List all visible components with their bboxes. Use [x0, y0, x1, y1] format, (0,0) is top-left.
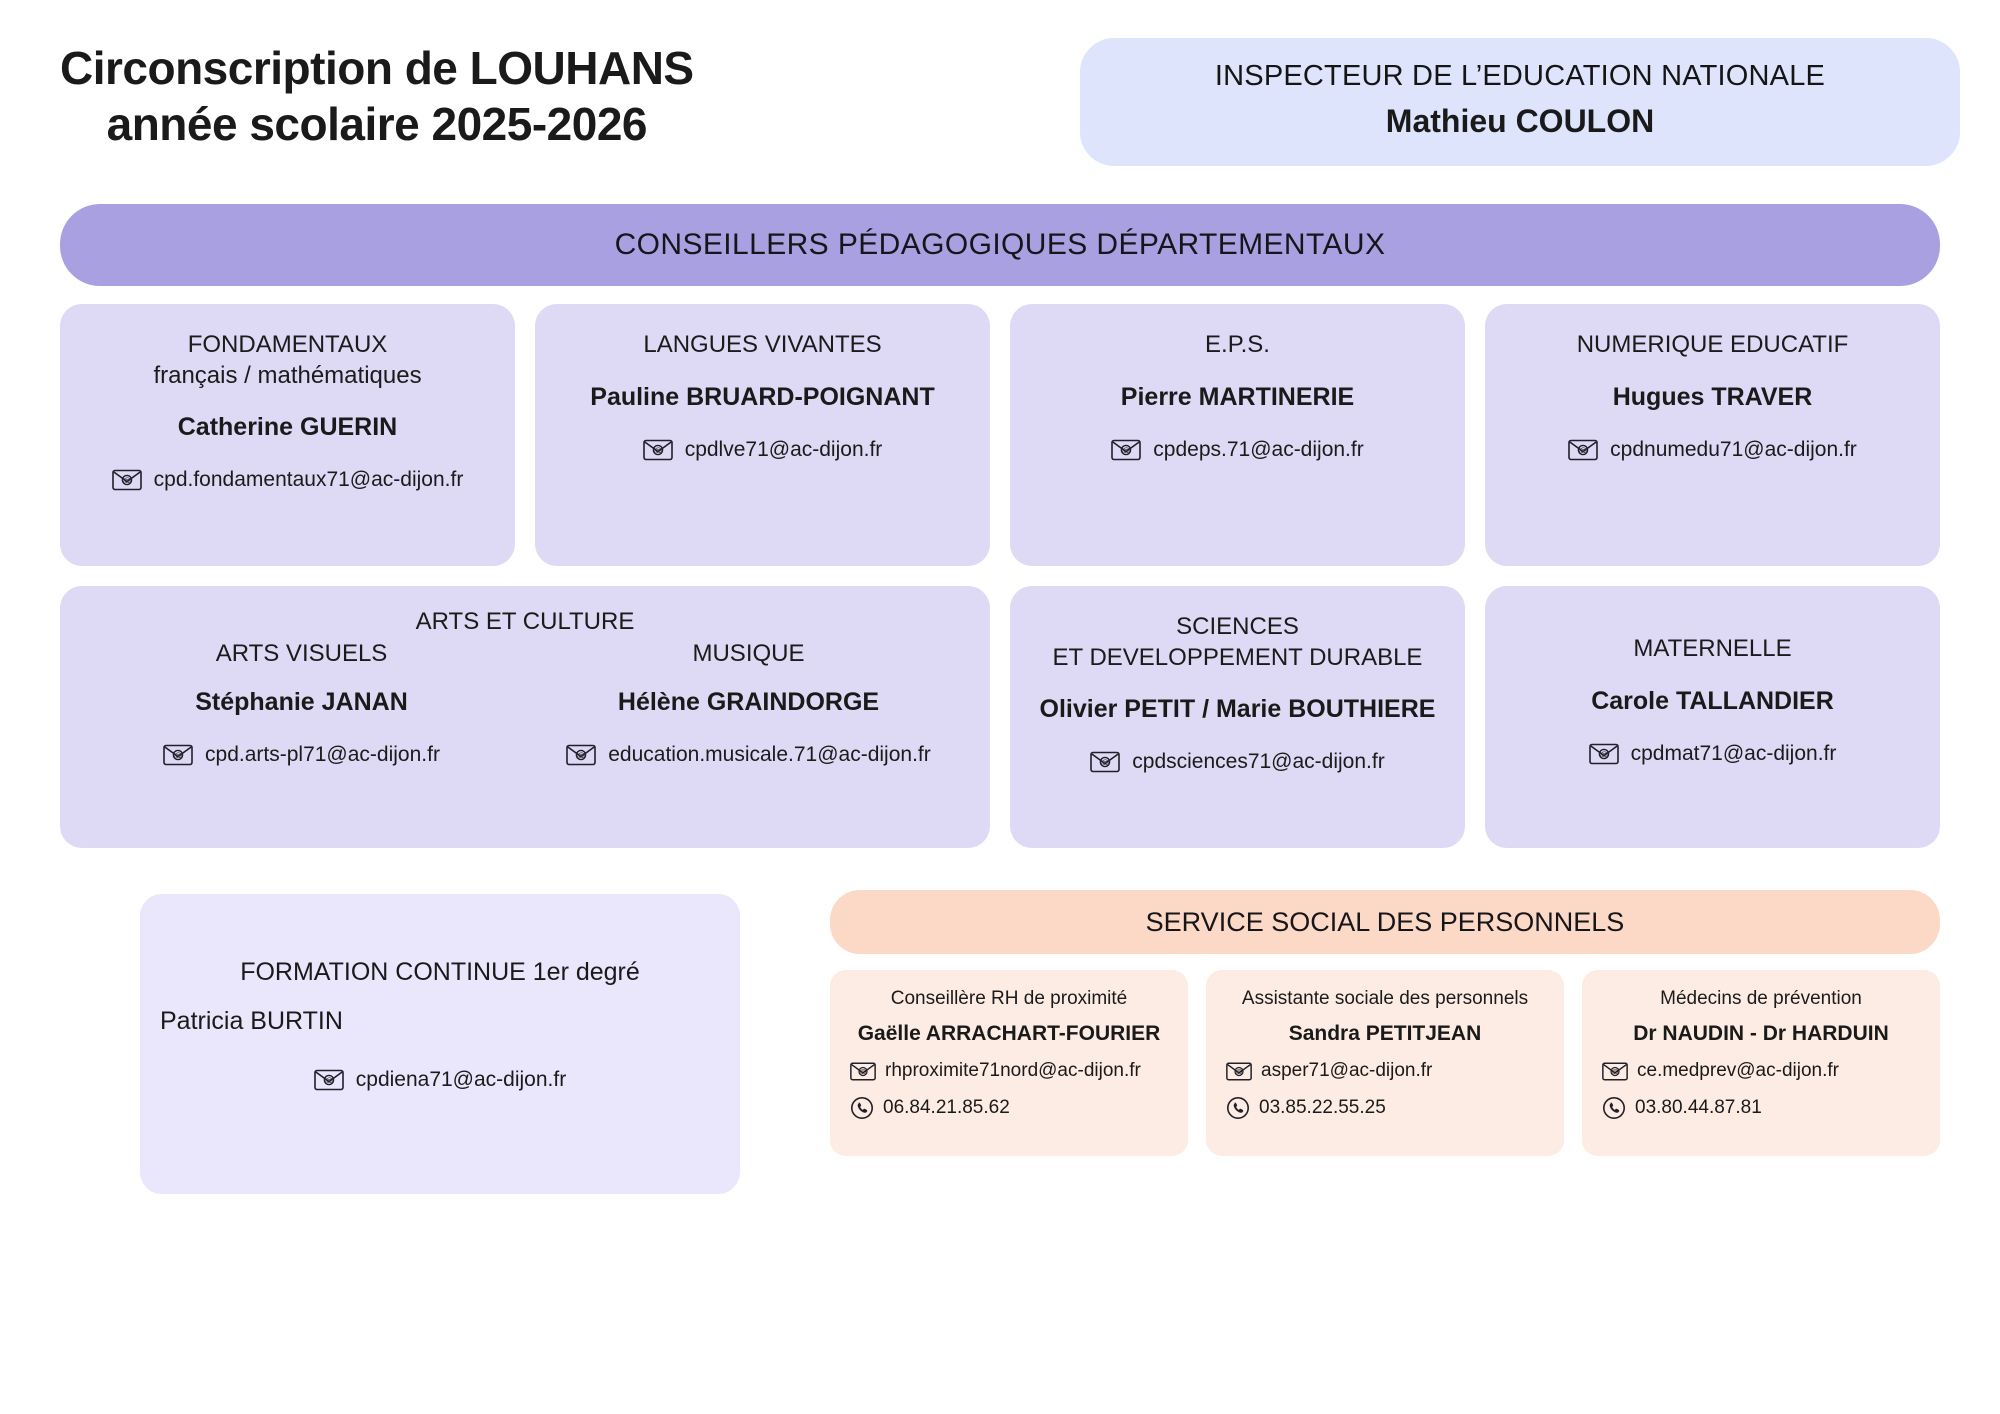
social-email[interactable]: ce.medprev@ac-dijon.fr [1637, 1060, 1839, 1081]
phone-icon [1602, 1096, 1626, 1120]
svg-text:@: @ [1235, 1068, 1243, 1076]
svg-text:@: @ [653, 446, 662, 456]
department-line-2: ET DEVELOPPEMENT DURABLE [1052, 643, 1423, 671]
social-person-name: Dr NAUDIN - Dr HARDUIN [1633, 1022, 1889, 1045]
social-role-label: Médecins de prévention [1660, 988, 1862, 1009]
card-email-row[interactable] [553, 438, 972, 462]
department-line-2: français / mathématiques [153, 361, 422, 389]
musique-label: MUSIQUE [692, 640, 805, 667]
arts-title: ARTS ET CULTURE [415, 608, 635, 635]
svg-text:@: @ [324, 1076, 333, 1086]
social-email[interactable]: asper71@ac-dijon.fr [1261, 1060, 1433, 1081]
card-email-row[interactable] [1028, 750, 1447, 774]
card-email[interactable]: cpdeps.71@ac-dijon.fr [1153, 437, 1364, 461]
title-line-2: année scolaire 2025-2026 [106, 98, 647, 151]
cpd-card-eps [1010, 304, 1465, 566]
card-department [553, 330, 972, 361]
social-banner-label: SERVICE SOCIAL DES PERSONNELS [1145, 906, 1625, 937]
social-banner [830, 890, 1940, 954]
title-line-1: Circonscription de LOUHANS [60, 42, 694, 94]
cpd-card-grid-row1 [60, 304, 1940, 566]
service-social-section [830, 890, 1940, 1156]
social-email-row[interactable] [844, 1060, 1174, 1082]
card-person-name: Pauline BRUARD-POIGNANT [590, 382, 935, 411]
formation-continue-card [140, 894, 740, 1194]
social-role-label: Assistante sociale des personnels [1241, 988, 1529, 1009]
card-department [78, 330, 497, 391]
envelope-at-icon [1568, 438, 1598, 462]
cpd-card-sciences [1010, 586, 1465, 848]
envelope-at-icon [566, 743, 596, 767]
envelope-at-icon [1602, 1061, 1628, 1082]
card-person-name: Hugues TRAVER [1612, 382, 1813, 411]
card-email[interactable]: cpdmat71@ac-dijon.fr [1630, 741, 1837, 765]
ien-card [1080, 38, 1960, 166]
social-card-rh [830, 970, 1188, 1156]
formation-email[interactable]: cpdiena71@ac-dijon.fr [355, 1068, 567, 1091]
card-email-row[interactable] [78, 468, 497, 492]
social-card-assistante-sociale [1206, 970, 1564, 1156]
social-person-name: Gaëlle ARRACHART-FOURIER [857, 1022, 1161, 1045]
card-email[interactable]: education.musicale.71@ac-dijon.fr [608, 743, 931, 766]
social-cards-grid [830, 970, 1940, 1156]
ien-name: Mathieu COULON [1385, 103, 1655, 139]
social-phone-row[interactable] [1220, 1096, 1550, 1120]
envelope-at-icon [1589, 742, 1619, 766]
formation-email-row[interactable] [160, 1068, 720, 1092]
formation-label: FORMATION CONTINUE 1er degré [240, 958, 640, 986]
card-email[interactable]: cpd.arts-pl71@ac-dijon.fr [205, 743, 440, 766]
cpd-banner [60, 204, 1940, 286]
page-header [0, 0, 2000, 166]
envelope-at-icon [1111, 438, 1141, 462]
arts-visuels-label: ARTS VISUELS [215, 640, 388, 667]
card-department [1503, 330, 1922, 361]
social-email-row[interactable] [1596, 1060, 1926, 1082]
card-email-row[interactable] [566, 743, 931, 767]
cpd-card-maternelle [1485, 586, 1940, 848]
card-person-name: Carole TALLANDIER [1591, 686, 1834, 715]
svg-text:@: @ [1611, 1068, 1619, 1076]
page-title [60, 28, 694, 152]
phone-icon [1226, 1096, 1250, 1120]
department-line-1: LANGUES VIVANTES [643, 331, 882, 358]
card-email[interactable]: cpdnumedu71@ac-dijon.fr [1610, 437, 1857, 461]
card-department [1028, 330, 1447, 361]
card-email-row[interactable] [1503, 742, 1922, 766]
social-email[interactable]: rhproximite71nord@ac-dijon.fr [885, 1060, 1141, 1081]
social-phone[interactable]: 06.84.21.85.62 [883, 1097, 1010, 1118]
cpd-card-fondamentaux [60, 304, 515, 566]
cpd-card-langues-vivantes [535, 304, 990, 566]
ien-role-label: INSPECTEUR DE L’EDUCATION NATIONALE [1214, 60, 1826, 92]
department-line-1: SCIENCES [1176, 613, 1299, 640]
card-email-row[interactable] [163, 743, 440, 767]
envelope-at-icon [163, 743, 193, 767]
department-line-1: MATERNELLE [1633, 635, 1792, 662]
musique-column [525, 640, 972, 767]
cpd-card-numerique-educatif [1485, 304, 1940, 566]
social-phone-row[interactable] [844, 1096, 1174, 1120]
svg-text:@: @ [122, 476, 131, 486]
envelope-at-icon [850, 1061, 876, 1082]
card-email[interactable]: cpd.fondamentaux71@ac-dijon.fr [153, 468, 464, 492]
card-email[interactable]: cpdlve71@ac-dijon.fr [684, 437, 883, 461]
card-person-name: Stéphanie JANAN [195, 688, 408, 716]
svg-text:@: @ [859, 1068, 867, 1076]
card-department [1503, 634, 1922, 665]
phone-icon [850, 1096, 874, 1120]
svg-text:@: @ [173, 751, 183, 761]
svg-text:@: @ [1122, 446, 1131, 456]
social-role-label: Conseillère RH de proximité [890, 988, 1128, 1009]
bottom-section [60, 894, 1940, 1194]
card-email-row[interactable] [1028, 438, 1447, 462]
formation-person-name: Patricia BURTIN [160, 1007, 343, 1035]
card-person-name: Pierre MARTINERIE [1120, 382, 1355, 411]
envelope-at-icon [112, 468, 142, 492]
svg-text:@: @ [577, 751, 586, 761]
card-person-name: Hélène GRAINDORGE [617, 688, 880, 716]
card-department [1028, 612, 1447, 673]
envelope-at-icon [1226, 1061, 1252, 1082]
card-email-row[interactable] [1503, 438, 1922, 462]
envelope-at-icon [643, 438, 673, 462]
svg-text:@: @ [1579, 446, 1588, 456]
card-person-name: Catherine GUERIN [177, 413, 398, 442]
social-phone[interactable]: 03.85.22.55.25 [1259, 1097, 1386, 1118]
social-person-name: Sandra PETITJEAN [1288, 1022, 1482, 1045]
social-card-medecins-prevention [1582, 970, 1940, 1156]
department-line-1: NUMERIQUE EDUCATIF [1576, 331, 1849, 358]
svg-text:@: @ [1599, 750, 1608, 760]
social-phone[interactable]: 03.80.44.87.81 [1635, 1097, 1762, 1118]
svg-text:@: @ [1101, 758, 1110, 768]
cpd-card-arts-et-culture [60, 586, 990, 848]
arts-visuels-column [78, 640, 525, 767]
department-line-1: FONDAMENTAUX [187, 331, 388, 358]
social-phone-row[interactable] [1596, 1096, 1926, 1120]
card-email[interactable]: cpdsciences71@ac-dijon.fr [1132, 750, 1385, 774]
department-line-1: E.P.S. [1205, 331, 1270, 358]
envelope-at-icon [314, 1068, 344, 1092]
cpd-banner-label: CONSEILLERS PÉDAGOGIQUES DÉPARTEMENTAUX [614, 228, 1386, 261]
envelope-at-icon [1090, 750, 1120, 774]
cpd-card-grid-row2 [60, 586, 1940, 848]
social-email-row[interactable] [1220, 1060, 1550, 1082]
card-person-name: Olivier PETIT / Marie BOUTHIERE [1039, 695, 1436, 724]
